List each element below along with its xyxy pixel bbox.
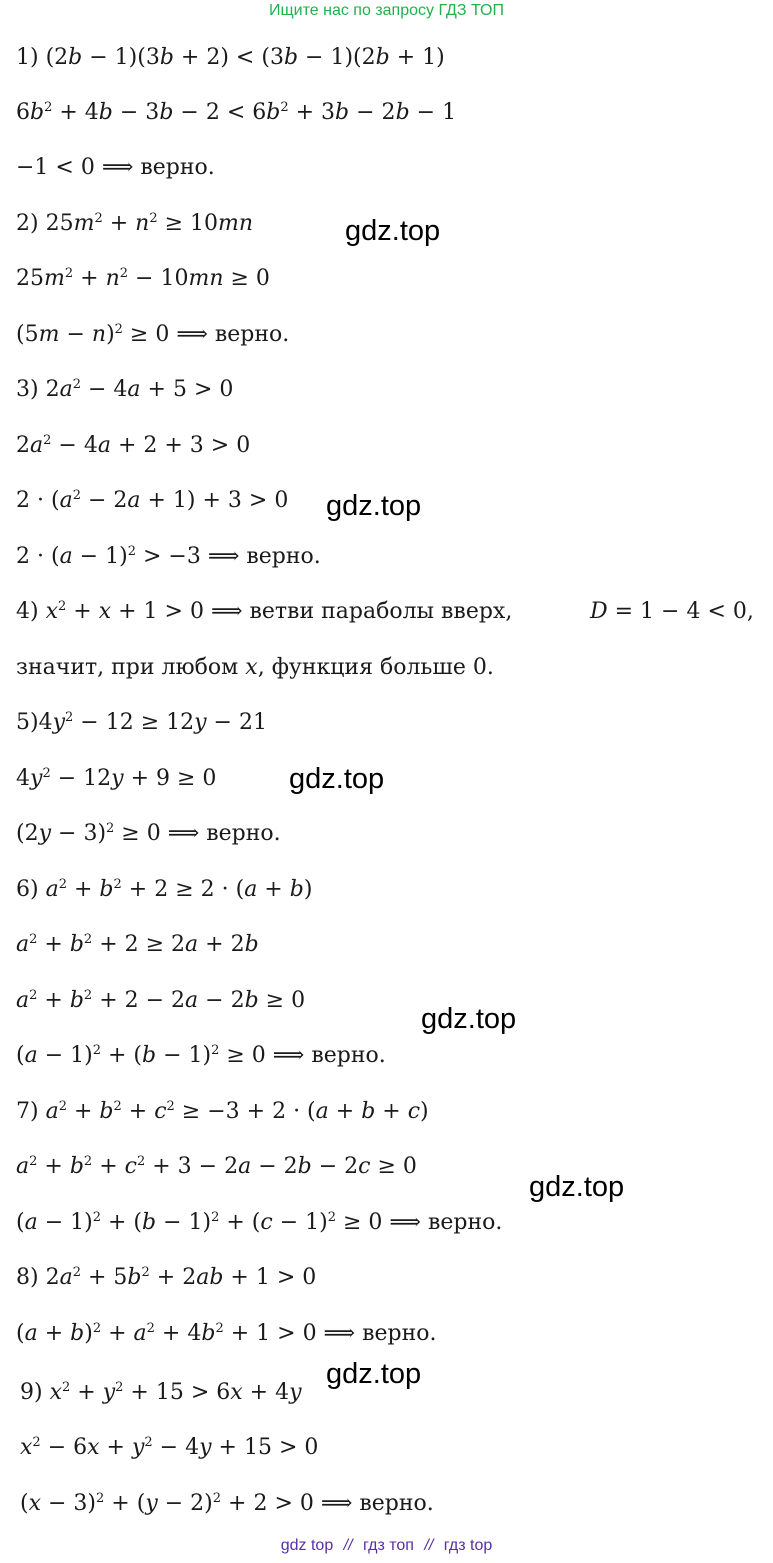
line-17: $a^2 + b^2 + 2 \ge 2a + 2b$: [16, 932, 259, 957]
line-22: $(a - 1)^2 + (b - 1)^2 + (c - 1)^2 \ge 0$ ⟹ верно.: [16, 1210, 503, 1235]
line-23: 8) $2a^2 + 5b^2 + 2ab + 1 > 0$: [16, 1265, 317, 1290]
line-15: $(2y - 3)^2 \ge 0$ ⟹ верно.: [16, 821, 281, 846]
footer-link-gdz-top-ru[interactable]: гдз топ: [363, 1537, 414, 1554]
line-11-discriminant: D = 1 − 4 < 0,: [590, 599, 754, 624]
footer-separator: //: [424, 1537, 434, 1554]
watermark: gdz.top: [529, 1171, 625, 1203]
line-20: 7) $a^2 + b^2 + c^2 \ge -3 + 2 \cdot (a + b + c)$: [16, 1099, 429, 1124]
watermark: gdz.top: [326, 490, 422, 522]
line-9: $2 \cdot (a^2 - 2a + 1) + 3 > 0$: [16, 488, 289, 513]
line-5: $25m^2 + n^2 - 10mn \ge 0$: [16, 266, 270, 291]
footer-links: [0, 1534, 773, 1558]
line-16: 6) $a^2 + b^2 + 2 \ge 2 \cdot (a + b)$: [16, 877, 313, 902]
line-25: 9) $x^2 + y^2 + 15 > 6x + 4y$: [20, 1380, 302, 1405]
line-19: $(a - 1)^2 + (b - 1)^2 \ge 0$ ⟹ верно.: [16, 1043, 386, 1068]
line-11: 4) $x^2 + x + 1 > 0$ ⟹ ветви параболы вверх,: [16, 599, 513, 624]
line-27: $(x - 3)^2 + (y - 2)^2 + 2 > 0$ ⟹ верно.: [20, 1491, 434, 1516]
search-promo-banner[interactable]: Ищите нас по запросу ГДЗ ТОП: [269, 2, 504, 19]
watermark: gdz.top: [421, 1003, 517, 1035]
watermark: gdz.top: [326, 1358, 422, 1390]
line-2: $6b^2 + 4b - 3b - 2 < 6b^2 + 3b - 2b - 1$: [16, 100, 457, 125]
line-12: значит, при любом x, функция больше 0.: [16, 655, 494, 680]
footer-link-gdz-top-mixed[interactable]: гдз top: [443, 1537, 493, 1554]
line-24: $(a + b)^2 + a^2 + 4b^2 + 1 > 0$ ⟹ верно.: [16, 1321, 437, 1346]
line-21: $a^2 + b^2 + c^2 + 3 - 2a - 2b - 2c \ge 0$: [16, 1154, 417, 1179]
watermark: gdz.top: [289, 763, 385, 795]
line-1: 1) (2b − 1)(3b + 2) < (3b − 1)(2b + 1): [16, 45, 445, 70]
watermark: gdz.top: [345, 215, 441, 247]
line-8: $2a^2 - 4a + 2 + 3 > 0$: [16, 433, 251, 458]
line-10: $2 \cdot (a - 1)^2 > -3$ ⟹ верно.: [16, 544, 321, 569]
line-3: −1 < 0 ⟹ верно.: [16, 155, 215, 180]
line-26: $x^2 - 6x + y^2 - 4y + 15 > 0$: [20, 1435, 319, 1460]
line-18: $a^2 + b^2 + 2 - 2a - 2b \ge 0$: [16, 988, 306, 1013]
line-13: $5)4y^2 - 12 \ge 12y - 21$: [16, 710, 267, 735]
footer-separator: //: [343, 1537, 353, 1554]
line-6: $(5m - n)^2 \ge 0$ ⟹ верно.: [16, 322, 290, 347]
line-4: 2) $25m^2 + n^2 \ge 10mn$: [16, 211, 254, 236]
footer-link-gdz-top[interactable]: gdz top: [280, 1537, 334, 1554]
line-7: 3) $2a^2 - 4a + 5 > 0$: [16, 377, 234, 402]
line-14: $4y^2 - 12y + 9 \ge 0$: [16, 766, 217, 791]
